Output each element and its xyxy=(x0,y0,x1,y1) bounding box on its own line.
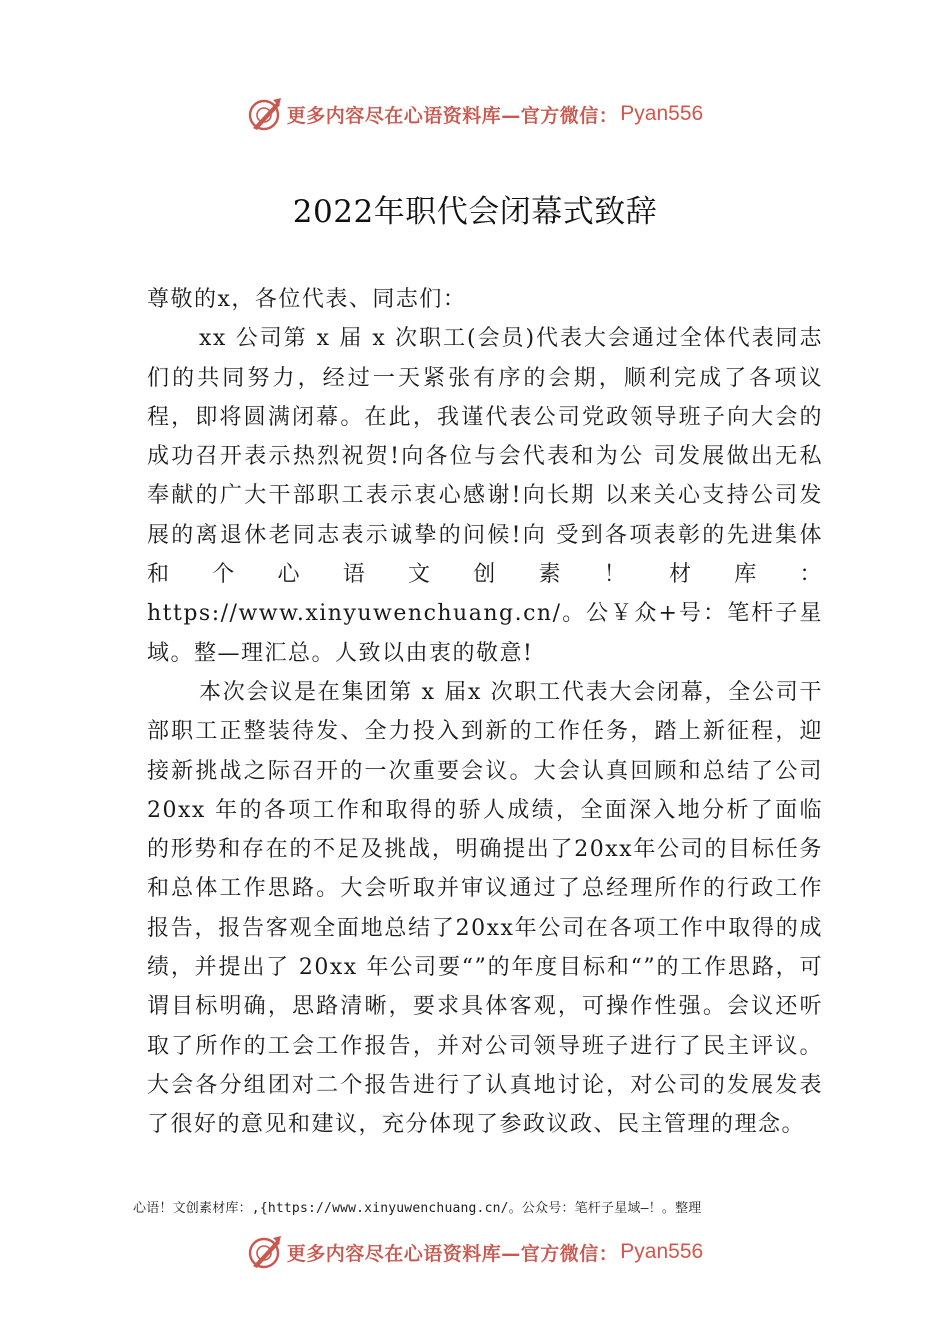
document-body xyxy=(147,280,823,1145)
footer-banner xyxy=(0,1232,950,1272)
brush-logo-icon xyxy=(247,96,283,132)
footnote: 心语！文创素材库：,{https://www.xinyuwenchuang.cn/。公众号：笔杆子星域—！。整理 xyxy=(133,1201,702,1216)
banner-text: 更多内容尽在心语资料库—官方微信： xyxy=(286,1242,619,1265)
brush-logo-icon xyxy=(247,1234,283,1270)
banner-wechat-id: Pyan556 xyxy=(620,102,704,125)
salutation: 尊敬的x，各位代表、同志们： xyxy=(147,287,467,312)
paragraph-1: xx 公司第 x 届 x 次职工(会员)代表大会通过全体代表同志们的共同努力，经过一天紧张有序的会期，顺利完成了各项议程，即将圆满闭幕。在此，我谨代表公司党政领导班子向大会的成功召开表示热烈祝贺!向各位与会代表和为公 司发展做出无私奉献的广大干部职工表示衷心感谢!向长期 以来关心支持公司发展的离退休老同志表示诚挚的问候!向 受到各项表彰的先进集体和个心语文创素！材库：https://www.xinyuwenchuang.cn/。公￥众+号：笔杆子星域。整—理汇总。人致以由衷的敬意! xyxy=(147,326,823,666)
banner-text: 更多内容尽在心语资料库—官方微信： xyxy=(286,104,619,127)
header-banner xyxy=(0,94,950,134)
paragraph-2: 本次会议是在集团第 x 届x 次职工代表大会闭幕，全公司干部职工正整装待发、全力投入到新的工作任务，踏上新征程，迎接新挑战之际召开的一次重要会议。大会认真回顾和总结了公司 20xx 年的各项工作和取得的骄人成绩，全面深入地分析了面临的形势和存在的不足及挑战，明确提出了20xx年公司的目标任务和总体工作思路。大会听取并审议通过了总经理所作的行政工作报告，报告客观全面地总结了20xx年公司在各项工作中取得的成绩，并提出了 20xx 年公司要“”的年度目标和“”的工作思路，可谓目标明确，思路清晰，要求具体客观，可操作性强。会议还听取了所作的工会工作报告，并对公司领导班子进行了民主评议。大会各分组团对二个报告进行了认真地讨论，对公司的发展发表了很好的意见和建议，充分体现了参政议政、民主管理的理念。 xyxy=(147,679,823,1138)
banner-wechat-id: Pyan556 xyxy=(620,1240,704,1263)
document-title: 2022年职代会闭幕式致辞 xyxy=(292,194,658,230)
